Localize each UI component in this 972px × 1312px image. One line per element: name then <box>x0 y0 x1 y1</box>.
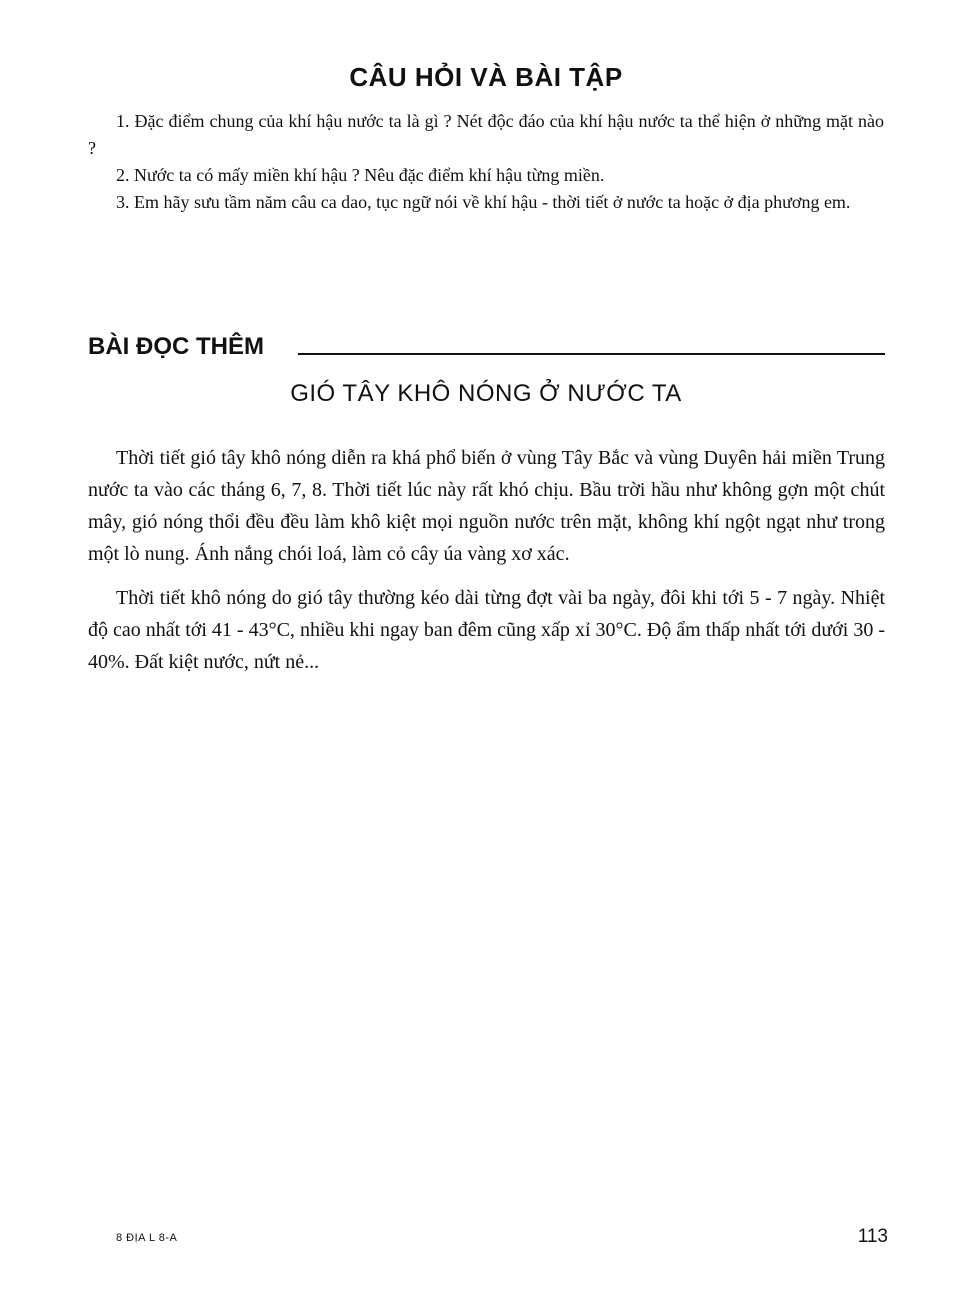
question-list <box>88 108 884 216</box>
page-number: 113 <box>857 1226 888 1247</box>
paragraph: Thời tiết khô nóng do gió tây thường kéo dài từng đợt vài ba ngày, đôi khi tới 5 - 7 ngày. Nhiệt độ cao nhất tới 41 - 43°C, nhiều khi ngay ban đêm cũng xấp xỉ 30°C. Độ ẩm thấp nhất tới dưới 30 - 40%. Đất kiệt nước, nứt nẻ... <box>88 587 885 673</box>
divider <box>298 353 885 355</box>
reading-label: BÀI ĐỌC THÊM <box>88 333 264 360</box>
section-title: CÂU HỎI VÀ BÀI TẬP <box>349 62 623 92</box>
paragraph: Thời tiết gió tây khô nóng diễn ra khá phổ biến ở vùng Tây Bắc và vùng Duyên hải miền Trung nước ta vào các tháng 6, 7, 8. Thời tiết lúc này rất khó chịu. Bầu trời hầu như không gợn một chút mây, gió nóng thổi đều đều làm khô kiệt mọi nguồn nước trên mặt, không khí ngột ngạt như trong một lò nung. Ánh nắng chói loá, làm cỏ cây úa vàng xơ xác. <box>88 447 885 565</box>
footer-code: 8 ĐỊA L 8-A <box>116 1232 178 1244</box>
question-item: 2. Nước ta có mấy miền khí hậu ? Nêu đặc điểm khí hậu từng miền. <box>116 165 605 185</box>
reading-header <box>88 333 885 363</box>
question-item: 3. Em hãy sưu tầm năm câu ca dao, tục ngữ nói về khí hậu - thời tiết ở nước ta hoặc ở địa phương em. <box>116 192 851 212</box>
reading-body <box>88 442 885 690</box>
question-item: 1. Đặc điểm chung của khí hậu nước ta là gì ? Nét độc đáo của khí hậu nước ta thể hiện ở những mặt nào ? <box>88 111 884 158</box>
reading-title: GIÓ TÂY KHÔ NÓNG Ở NƯỚC TA <box>290 380 682 407</box>
